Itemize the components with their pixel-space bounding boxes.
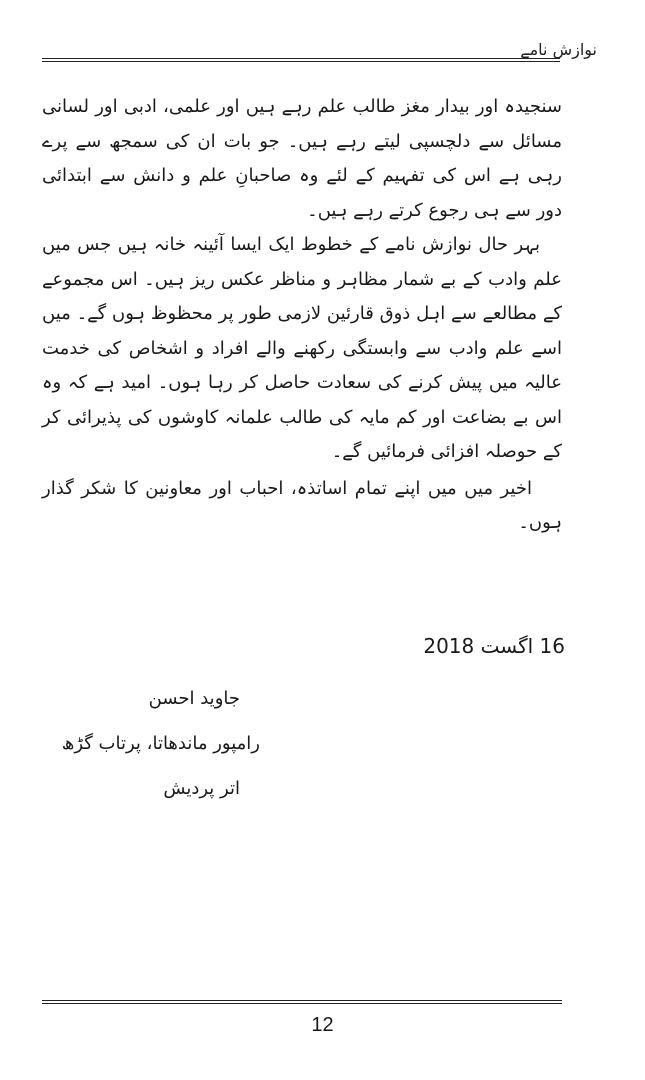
- author-name: جاوید احسن: [148, 688, 240, 709]
- running-head-title: نوازش نامے: [520, 40, 597, 59]
- paragraph-2: بہر حال نوازش نامے کے خطوط ایک ایسا آئینہ خانہ ہیں جس میں علم وادب کے بے شمار مظاہر و مناظر عکس ریز ہیں۔ اس مجموعے کے مطالعے سے اہل ذوق قارئین لازمی طور پر محظوظ ہوں گے۔ میں اسے علم وادب سے وابستگی رکھنے والے افراد و اشخاص کی خدمت عالیہ میں پیش کرنے کی سعادت حاصل کر رہا ہوں۔ امید ہے کہ وہ اس بے بضاعت اور کم مایہ کی طالب علمانہ کاوشوں کی پذیرائی کر کے حوصلہ افزائی فرمائیں گے۔: [42, 234, 562, 462]
- paragraph-3: اخیر میں میں اپنے تمام اساتذہ، احباب اور معاونین کا شکر گذار ہوں۔: [42, 477, 562, 533]
- paragraph-1: سنجیدہ اور بیدار مغز طالب علم رہے ہیں اور علمی، ادبی اور لسانی مسائل سے دلچسپی لیتے رہے ہیں۔ جو بات ان کی سمجھ سے پرے رہی ہے اس کی تفہیم کے لئے وہ صاحبانِ علم و دانش سے ابتدائی دور سے ہی رجوع کرتے رہے ہیں۔: [42, 96, 562, 221]
- page-number: 12: [311, 1014, 334, 1036]
- author-address-line-1: رامپور ماندھاتا، پرتاب گڑھ: [61, 733, 260, 754]
- header-rule: [42, 58, 560, 62]
- date-line: 16 اگست 2018: [423, 634, 565, 658]
- footer-rule: [42, 1000, 562, 1004]
- author-address-line-2: اتر پردیش: [163, 778, 240, 799]
- body-text: [42, 90, 562, 541]
- signature-block: [60, 676, 260, 811]
